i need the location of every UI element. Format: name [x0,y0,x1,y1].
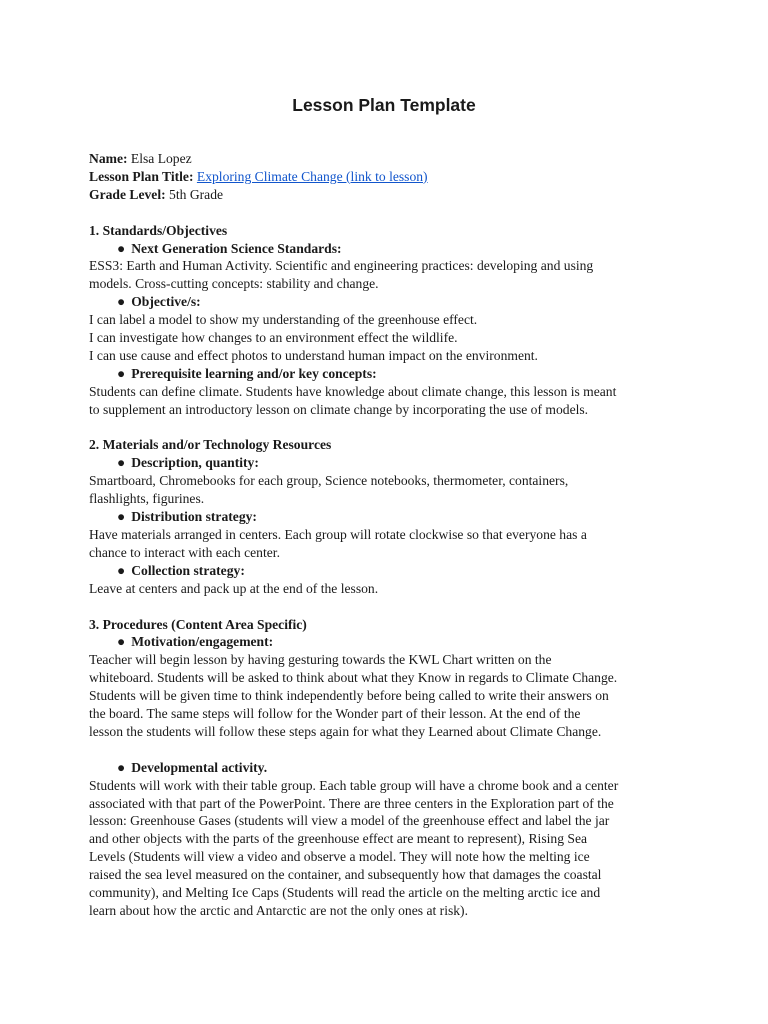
developmental-line: raised the sea level measured on the container, and subsequently how that damages the coastal [89,867,602,883]
distribution-line: Have materials arranged in centers. Each group will rotate clockwise so that everyone has a [89,527,587,542]
motivation-line: Teacher will begin lesson by having gesturing towards the KWL Chart written on the [89,652,552,668]
distribution-bullet [89,508,689,526]
document-title: Lesson Plan Template [292,95,476,115]
section3-heading: 3. Procedures (Content Area Specific) [89,616,307,632]
section2-heading: 2. Materials and/or Technology Resources [89,437,332,453]
document-body [89,150,689,920]
lesson-link[interactable]: Exploring Climate Change (link to lesson) [196,168,428,184]
description-label: Description, quantity: [131,455,259,471]
developmental-line: learn about how the arctic and Antarctic are not the only ones at risk). [89,903,468,918]
bullet-icon: ● [117,240,126,256]
section1-heading: 1. Standards/Objectives [89,222,228,238]
prereq-line: to supplement an introductory lesson on climate change by incorporating the use of models. [89,401,589,417]
description-line: flashlights, figurines. [89,491,205,507]
objectives-bullet [89,293,689,311]
prereq-line: Students can define climate. Students have knowledge about climate change, this lesson is meant [89,383,617,399]
prereq-label: Prerequisite learning and/or key concepts: [131,365,377,381]
name-row [89,150,689,168]
objective-line: I can investigate how changes to an environment effect the wildlife. [89,330,458,346]
developmental-line: associated with that part of the PowerPoint. There are three centers in the Exploration part of the [89,795,614,811]
ngss-bullet [89,240,689,258]
ngss-line: ESS3: Earth and Human Activity. Scientific and engineering practices: developing and using [89,258,594,274]
motivation-line: lesson the students will follow these steps again for what they Learned about Climate Change. [89,723,602,739]
motivation-bullet [89,633,689,651]
plan-title-row [89,168,689,186]
objective-line: I can use cause and effect photos to understand human impact on the environment. [89,347,538,363]
collection-line: Leave at centers and pack up at the end of the lesson. [89,580,379,596]
grade-label: Grade Level: [89,186,166,202]
bullet-icon: ● [117,634,126,650]
bullet-icon: ● [117,562,126,578]
developmental-line: Levels (Students will view a video and observe a model. They will note how the melting ice [89,849,590,865]
developmental-label: Developmental activity. [131,759,268,775]
name-value: Elsa Lopez [130,151,192,166]
motivation-line: Students will be given time to think independently before being called to write their answers on [89,688,609,704]
plan-title-label: Lesson Plan Title: [89,168,194,184]
bullet-icon: ● [117,294,126,310]
motivation-label: Motivation/engagement: [131,634,274,650]
bullet-icon: ● [117,759,126,775]
grade-value: 5th Grade [169,186,224,202]
bullet-icon: ● [117,365,126,381]
developmental-line: lesson: Greenhouse Gases (students will view a model of the greenhouse effect and label the jar [89,813,610,829]
ngss-label: Next Generation Science Standards: [131,240,342,256]
name-label: Name: [89,151,128,166]
description-line: Smartboard, Chromebooks for each group, Science notebooks, thermometer, containers, [89,473,569,489]
collection-label: Collection strategy: [131,562,245,578]
motivation-line: the board. The same steps will follow for the Wonder part of their lesson. At the end of the [89,706,581,722]
ngss-line: models. Cross-cutting concepts: stability and change. [89,276,379,292]
bullet-icon: ● [117,455,126,471]
prereq-bullet [89,365,689,383]
distribution-label: Distribution strategy: [131,509,257,525]
developmental-line: community), and Melting Ice Caps (Students will read the article on the melting arctic ice and [89,885,601,901]
description-bullet [89,454,689,472]
objective-line: I can label a model to show my understanding of the greenhouse effect. [89,312,478,328]
developmental-line: and other objects with the parts of the greenhouse effect are meant to represent), Rising Sea [89,831,588,847]
developmental-bullet [89,759,689,777]
distribution-line: chance to interact with each center. [89,544,280,560]
motivation-line: whiteboard. Students will be asked to think about what they Know in regards to Climate Change. [89,670,618,686]
objectives-label: Objective/s: [131,294,201,310]
developmental-line: Students will work with their table group. Each table group will have a chrome book and a center [89,777,619,793]
grade-row [89,186,689,204]
collection-bullet [89,562,689,580]
bullet-icon: ● [117,509,126,525]
